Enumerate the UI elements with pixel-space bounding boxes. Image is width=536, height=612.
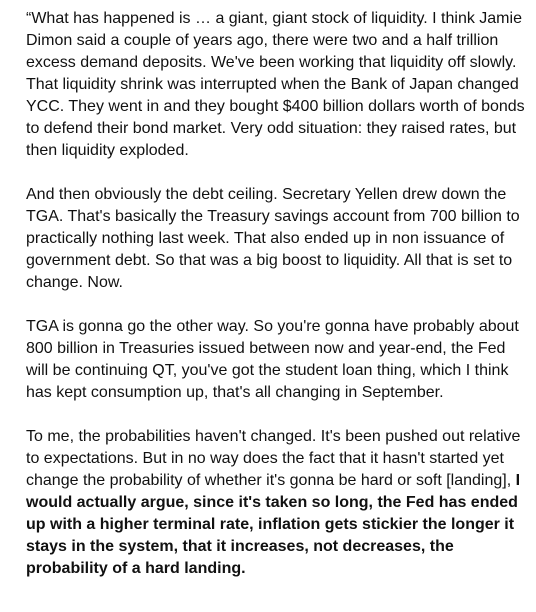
paragraph-text: TGA is gonna go the other way. So you're gonna have probably about 800 billion in Treasuries issued between now and year-end, the Fed will be continuing QT, you've got the student loan thing, which I think has kept consumption up, that's all changing in September.: [26, 318, 519, 401]
paragraph-text: To me, the probabilities haven't changed. It's been pushed out relative to expectations. But in no way does the fact that it hasn't started yet change the probability of whether it's gonna be hard or soft [landing],: [26, 428, 521, 489]
quote-paragraph-3: [26, 316, 530, 404]
quote-paragraph-1: [26, 8, 530, 162]
quote-paragraph-4: [26, 426, 530, 580]
paragraph-text: “What has happened is … a giant, giant stock of liquidity. I think Jamie Dimon said a couple of years ago, there were two and a half trillion excess demand deposits. We've been working that liquidity off slowly. That liquidity shrink was interrupted when the Bank of Japan changed YCC. They went in and they bought $400 billion dollars worth of bonds to defend their bond market. Very odd situation: they raised rates, but then liquidity exploded.: [26, 10, 525, 159]
paragraph-bold-text: I would actually argue, since it's taken so long, the Fed has ended up with a higher terminal rate, inflation gets stickier the longer it stays in the system, that it increases, not decreases, the probability of a hard landing.: [26, 472, 521, 577]
quote-paragraph-2: [26, 184, 530, 294]
paragraph-text: And then obviously the debt ceiling. Secretary Yellen drew down the TGA. That's basically the Treasury savings account from 700 billion to practically nothing last week. That also ended up in non issuance of government debt. So that was a big boost to liquidity. All that is set to change. Now.: [26, 186, 520, 291]
